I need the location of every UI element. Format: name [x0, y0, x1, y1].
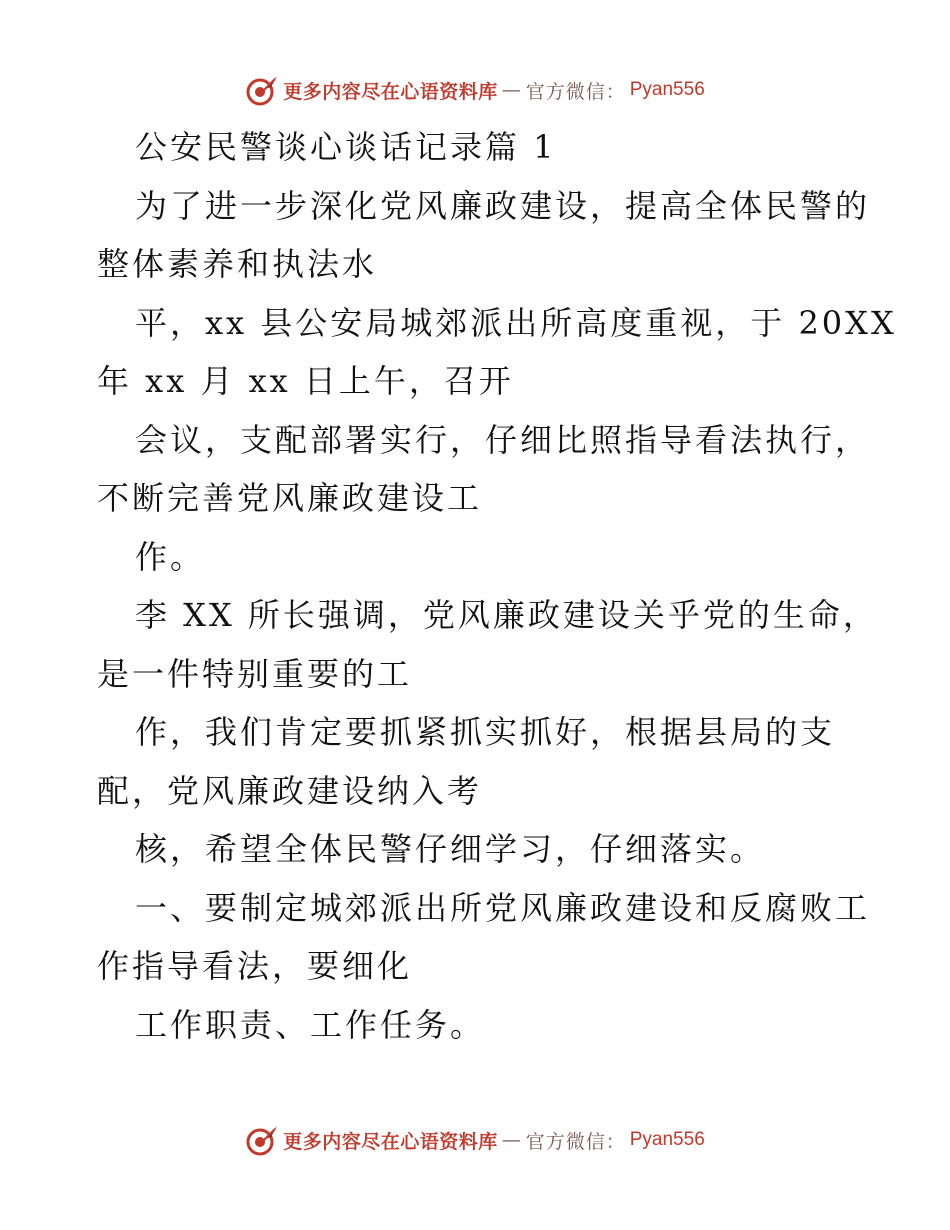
text-line: 作，我们肯定要抓紧抓实抓好，根据县局的支: [135, 713, 836, 751]
footer-banner: [0, 1120, 950, 1160]
banner-dash: —: [501, 79, 522, 101]
text-line: 为了进一步深化党风廉政建设，提高全体民警的: [135, 186, 871, 225]
text-line: 工作职责、工作任务。: [135, 1005, 486, 1044]
banner-wechat-id: Pyan556: [629, 1129, 705, 1150]
banner-wechat-id: Pyan556: [629, 79, 705, 100]
text-line: 平，xx 县公安局城郊派出所高度重视，于 20XX: [135, 303, 897, 342]
text-line: 配，党风廉政建设纳入考: [97, 771, 483, 810]
header-banner: [0, 70, 950, 110]
text-line: 核，希望全体民警仔细学习，仔细落实。: [135, 830, 766, 868]
document-body: [97, 118, 897, 1054]
banner-site-text: 更多内容尽在心语资料库: [283, 80, 498, 103]
text-line: 是一件特别重要的工: [97, 654, 413, 693]
text-line: 作指导看法，要细化: [97, 947, 413, 985]
text-line: 一、要制定城郊派出所党风廉政建设和反腐败工: [135, 888, 871, 927]
text-line: 公安民警谈心谈话记录篇 1: [135, 128, 557, 166]
quill-logo-icon: [245, 73, 279, 107]
quill-logo-icon: [245, 1123, 279, 1157]
banner-wechat-label: 官方微信：: [525, 80, 626, 103]
text-line: 年 xx 月 xx 日上午，召开: [97, 362, 514, 400]
text-line: 会议，支配部署实行，仔细比照指导看法执行，: [135, 420, 871, 459]
text-line: 李 XX 所长强调，党风廉政建设关乎党的生命，: [135, 596, 878, 634]
banner-wechat-label: 官方微信：: [525, 1130, 626, 1153]
text-line: 作。: [135, 537, 206, 576]
text-line: 不断完善党风廉政建设工: [97, 479, 483, 517]
banner-site-text: 更多内容尽在心语资料库: [283, 1130, 498, 1153]
text-line: 整体素养和执法水: [97, 245, 378, 283]
banner-dash: —: [501, 1129, 522, 1151]
